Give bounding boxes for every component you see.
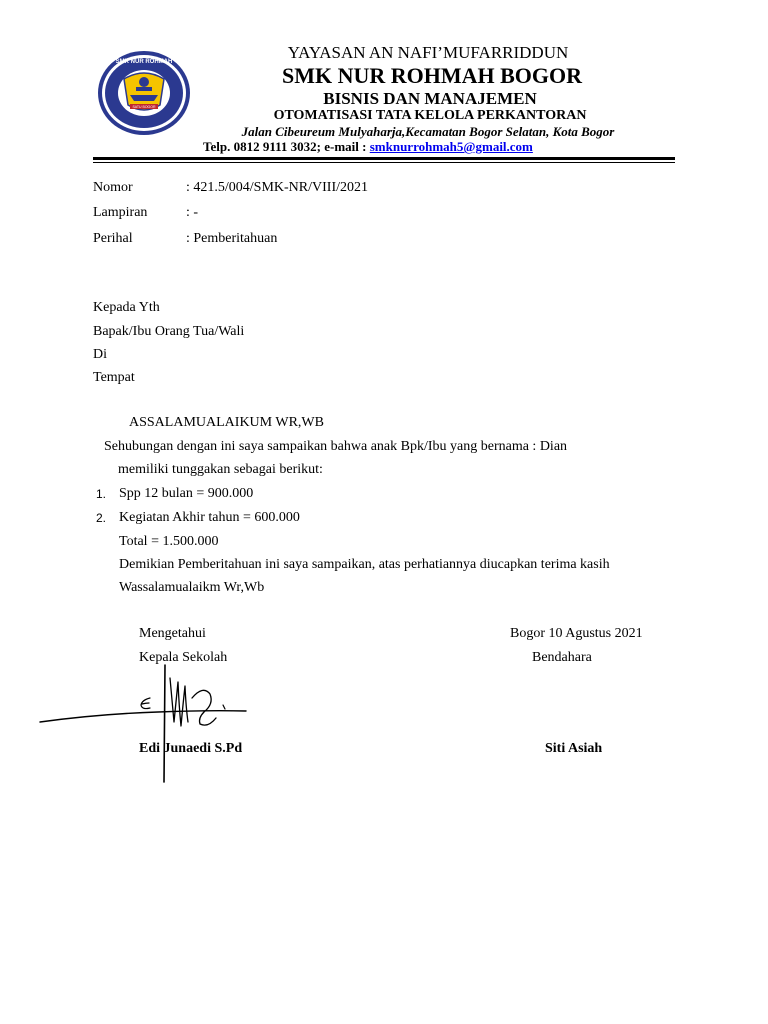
logo-ribbon-text: SATU BOGOR	[132, 105, 156, 109]
contact-line	[203, 139, 533, 155]
perihal-label: Perihal	[93, 231, 133, 246]
farewell-line: Wassalamualaikm Wr,Wb	[119, 580, 265, 595]
nomor-label: Nomor	[93, 180, 133, 195]
list-item: Kegiatan Akhir tahun = 600.000	[119, 510, 300, 525]
recipient-line-3: Di	[93, 347, 107, 362]
letterhead-divider-thin	[93, 162, 675, 163]
left-signer-title-2: Kepala Sekolah	[139, 650, 228, 665]
lampiran-value: : -	[186, 205, 199, 220]
school-name: SMK NUR ROHMAH BOGOR	[281, 63, 583, 88]
foundation-name: YAYASAN AN NAFI’MUFARRIDDUN	[287, 43, 569, 62]
program-name: OTOMATISASI TATA KELOLA PERKANTORAN	[273, 108, 587, 123]
list-item-number: 2.	[96, 511, 107, 525]
right-signer-name: Siti Asiah	[545, 741, 603, 756]
closing-line: Demikian Pemberitahuan ini saya sampaikan, atas perhatiannya diucapkan terima kasih	[119, 557, 610, 572]
intro-line-1: Sehubungan dengan ini saya sampaikan bahwa anak Bpk/Ibu yang bernama : Dian	[104, 439, 568, 454]
recipient-line-4: Tempat	[93, 370, 135, 385]
right-signer-title: Bendahara	[532, 650, 592, 665]
total-line: Total = 1.500.000	[119, 534, 219, 549]
lampiran-label: Lampiran	[93, 205, 148, 220]
left-signer-name: Edi Junaedi S.Pd	[139, 741, 243, 756]
field-name: BISNIS DAN MANAJEMEN	[323, 89, 537, 108]
contact-prefix: Telp. 0812 9111 3032; e-mail :	[203, 139, 370, 154]
logo-text: SMK NUR ROHMAH	[115, 59, 173, 65]
perihal-value: : Pemberitahuan	[186, 231, 278, 246]
list-item-number: 1.	[96, 487, 107, 501]
letter-date: Bogor 10 Agustus 2021	[510, 626, 643, 641]
handwritten-signature	[38, 660, 258, 785]
school-address: Jalan Cibeureum Mulyaharja,Kecamatan Bogor Selatan, Kota Bogor	[241, 124, 615, 139]
recipient-line-1: Kepada Yth	[93, 300, 160, 315]
letterhead-divider-thick	[93, 157, 675, 160]
email-link[interactable]: smknurrohmah5@gmail.com	[369, 139, 533, 154]
recipient-line-2: Bapak/Ibu Orang Tua/Wali	[93, 324, 245, 339]
left-signer-title-1: Mengetahui	[139, 626, 206, 641]
greeting: ASSALAMUALAIKUM WR,WB	[129, 415, 324, 430]
nomor-value: : 421.5/004/SMK-NR/VIII/2021	[186, 180, 368, 195]
list-item: Spp 12 bulan = 900.000	[119, 486, 254, 501]
intro-line-2: memiliki tunggakan sebagai berikut:	[118, 462, 323, 477]
